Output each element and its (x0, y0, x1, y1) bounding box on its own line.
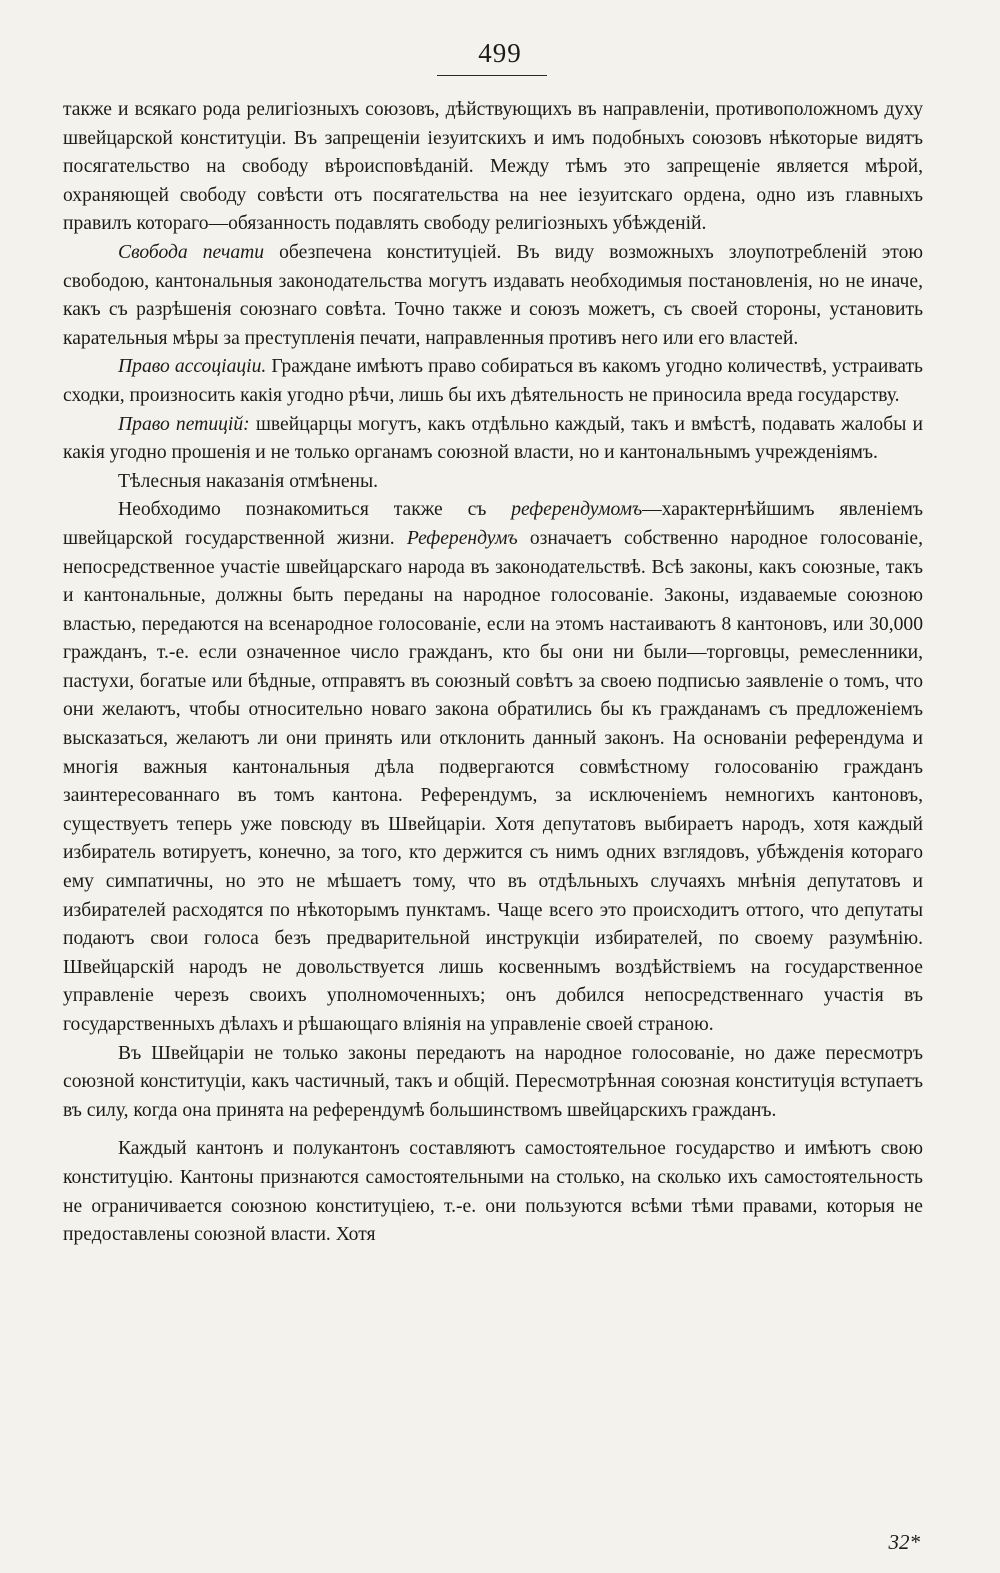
header-rule (437, 75, 547, 76)
page-number: 499 (478, 38, 522, 68)
text-run: Тѣлесныя наказанія отмѣнены. (118, 470, 379, 492)
text-run: Каждый кантонъ и полукантонъ составляютъ самостоятельное государство и имѣютъ свою конституцію. Кантоны признаются самостоятельными на столько, на сколько ихъ самостоятельность не ограничивается союзною конституціею, т.-е. они пользуются всѣми тѣми правами, которыя не предоставлены союзной власти. Хотя (63, 1138, 923, 1246)
italic-term: Право петицій: (118, 413, 250, 435)
text-run: —характернѣйшимъ явленіемъ швейцарской государственной жизни. (63, 499, 924, 549)
paragraph (63, 239, 923, 353)
paragraph (63, 411, 923, 468)
paragraph (63, 353, 923, 410)
italic-term: референдумомъ (511, 499, 643, 521)
text-run: швейцарцы могутъ, какъ отдѣльно каждый, такъ и вмѣстѣ, подавать жалобы и какія угодно прошенія и не только органамъ союзной власти, но и кантональнымъ учрежденіямъ. (63, 413, 923, 464)
italic-term: Право ассоціаціи. (118, 356, 267, 378)
text-run: обезпечена конституціей. Въ виду возможныхъ злоупотребленій этою свободою, кантональныя законодательства могутъ издавать необходимыя постановленія, но не иначе, какъ съ разрѣшенія союзнаго совѣта. Точно также и союзъ можетъ, съ своей стороны, установить карательныя мѣры за преступленія печати, направленныя противъ него или его властей. (63, 241, 924, 349)
paragraph (63, 1040, 923, 1126)
italic-term: Свобода печати (118, 241, 265, 263)
body-text (63, 96, 923, 1250)
italic-term: Референдумъ (406, 527, 518, 549)
paragraph (63, 496, 923, 1039)
paragraph (63, 96, 923, 239)
text-run: также и всякаго рода религіозныхъ союзовъ, дѣйствующихъ въ направленіи, противоположномъ духу швейцарской конституціи. Въ запрещеніи іезуитскихъ и имъ подобныхъ союзовъ нѣкоторые видятъ посягательство на свободу вѣроисповѣданій. Между тѣмъ это запрещеніе является мѣрой, охраняющей свободу совѣсти отъ посягательства на нее іезуитскаго ордена, одно изъ главныхъ правилъ котораго—обязанность подавлять свободу религіозныхъ убѣжденій. (63, 99, 923, 235)
paragraph (63, 468, 923, 497)
signature-mark: 32* (888, 1530, 920, 1554)
paragraph (63, 1135, 923, 1249)
text-run: Необходимо познакомиться также съ (118, 499, 512, 521)
paragraph-gap (63, 1125, 923, 1135)
text-run: означаетъ собственно народное голосованіе, непосредственное участіе швейцарскаго народа въ законодательствѣ. Всѣ законы, какъ союзные, такъ и кантональные, должны быть переданы на народное голосованіе. Законы, издаваемые союзною властью, передаются на всенародное голосованіе, если на этомъ настаиваютъ 8 кантоновъ, или 30,000 гражданъ, т.-е. если означенное число гражданъ, кто бы они ни были—торговцы, ремесленники, пастухи, богатые или бѣдные, отправятъ въ союзный совѣтъ за своею подписью заявленіе о томъ, что они желаютъ, чтобы относительно новаго закона обратились бы къ гражданамъ съ предложеніемъ высказаться, желаютъ ли они принять или отклонить данный законъ. На основаніи референдума и многія важныя кантональныя дѣла подвергаются совмѣстному голосованію гражданъ заинтересованнаго въ томъ кантона. Референдумъ, за исключеніемъ немногихъ кантоновъ, существуетъ теперь уже повсюду въ Швейцаріи. Хотя депутатовъ выбираетъ народъ, хотя каждый избиратель вотируетъ, конечно, за того, кто держится съ нимъ одних взглядовъ, убѣжденія котораго ему симпатичны, но это не мѣшаетъ тому, что въ отдѣльныхъ случаяхъ мнѣнія депутатовъ и избирателей расходятся по нѣкоторымъ пунктамъ. Чаще всего это происходитъ оттого, что депутаты подаютъ свои голоса безъ предварительной инструкціи избирателей, по своему разумѣнію. Швейцарскій народъ не довольствуется лишь косвеннымъ воздѣйствіемъ на государственное управленіе черезъ своихъ уполномоченныхъ; онъ добился непосредственнаго участія въ государственныхъ дѣлахъ и рѣшающаго вліянія на управленіе своей страною. (63, 527, 923, 1035)
text-run: Въ Швейцаріи не только законы передаютъ на народное голосованіе, но даже пересмотръ союзной конституціи, какъ частичный, такъ и общій. Пересмотрѣнная союзная конституція вступаетъ въ силу, когда она принята на референдумѣ большинствомъ швейцарскихъ гражданъ. (63, 1042, 923, 1121)
text-run: Граждане имѣютъ право собираться въ какомъ угодно количествѣ, устраивать сходки, произносить какія угодно рѣчи, лишь бы ихъ дѣятельность не приносила вреда государству. (63, 356, 923, 406)
